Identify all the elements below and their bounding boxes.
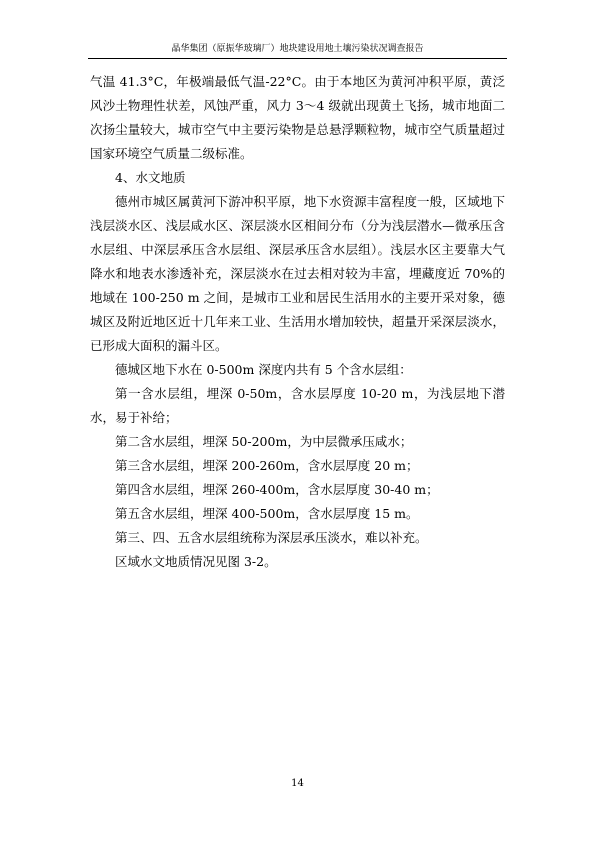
page-number: 14 — [291, 778, 304, 789]
paragraph-groundwater-overview: 德州市城区属黄河下游冲积平原，地下水资源丰富程度一般，区域地下浅层淡水区、浅层咸水区、深层淡水区相间分布（分为浅层潜水—微承压含水层组、中深层承压含水层组、深层承压含水层组）。浅层水区主要靠大气降水和地表水渗透补充，深层淡水在过去相对较为丰富，埋藏度近 70%的地域在 100-250 m 之间，是城市工业和居民生活用水的主要开采对象，德城区及附近地区近十几年来工业、生活用水增加较快，超量开采深层淡水，已形成大面积的漏斗区。 — [90, 194, 505, 353]
page-header: 晶华集团（原振华玻璃厂）地块建设用地土壤污染状况调查报告 — [171, 44, 424, 54]
header-divider — [88, 58, 507, 59]
paragraph-deep-aquifer-summary: 第三、四、五含水层组统称为深层承压淡水，难以补充。 — [115, 530, 428, 545]
paragraph-aquifer-intro: 德城区地下水在 0-500m 深度内共有 5 个含水层组： — [115, 362, 412, 377]
paragraph-aquifer-1: 第一含水层组，埋深 0-50m，含水层厚度 10-20 m，为浅层地下潜水，易于补给； — [90, 386, 505, 425]
paragraph-aquifer-5: 第五含水层组，埋深 400-500m，含水层厚度 15 m。 — [115, 506, 419, 521]
paragraph-aquifer-3: 第三含水层组，埋深 200-260m，含水层厚度 20 m； — [115, 458, 419, 473]
paragraph-figure-reference: 区域水文地质情况见图 3-2。 — [115, 554, 277, 569]
paragraph-aquifer-4: 第四含水层组，埋深 260-400m，含水层厚度 30-40 m； — [115, 482, 439, 497]
section-title-hydrogeology: 4、水文地质 — [115, 170, 186, 185]
paragraph-climate: 气温 41.3°C，年极端最低气温-22°C。由于本地区为黄河冲积平原，黄泛风沙土物理性状差，风蚀严重，风力 3～4 级就出现黄土飞扬，城市地面二次扬尘量较大，城市空气中主要污染物是总悬浮颗粒物，城市空气质量超过国家环境空气质量二级标准。 — [90, 74, 505, 161]
paragraph-aquifer-2: 第二含水层组，埋深 50-200m，为中层微承压咸水； — [115, 434, 413, 449]
document-body — [90, 70, 505, 574]
